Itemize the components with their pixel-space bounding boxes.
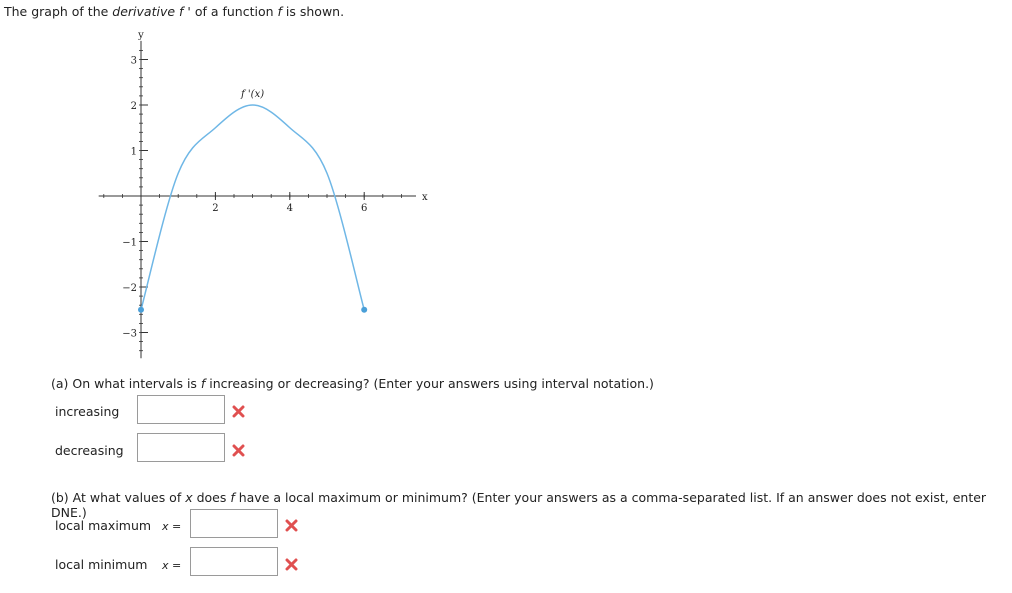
y-tick-label: 2: [130, 101, 137, 112]
y-axis-label: y: [138, 29, 144, 41]
curve-endpoint: [361, 307, 367, 313]
y-tick-label: −2: [122, 283, 137, 294]
increasing-label: increasing: [55, 404, 120, 419]
part-b-x: x: [185, 490, 193, 505]
x-axis-label: x: [422, 192, 428, 203]
decreasing-input[interactable]: [137, 433, 225, 462]
local-min-x-eq: x =: [162, 559, 182, 572]
x-tick-label: 2: [212, 203, 219, 214]
intro-derivative: derivative: [112, 4, 176, 19]
incorrect-x-icon: [285, 519, 298, 532]
part-b-middle: does: [192, 490, 231, 505]
intro-f: f: [277, 4, 282, 19]
local-max-input[interactable]: [190, 509, 278, 538]
y-tick-label: −3: [122, 328, 137, 340]
incorrect-x-icon: [232, 444, 245, 457]
y-tick-label: 3: [130, 55, 137, 67]
x-tick-label: 4: [286, 203, 293, 214]
part-a-f: f: [200, 376, 206, 391]
local-max-label: local maximum: [55, 518, 152, 533]
incorrect-x-icon: [285, 558, 298, 571]
local-min-label: local minimum: [55, 557, 148, 572]
part-b-suffix: have a local maximum or minimum? (Enter your answers as a comma-separated list. If an answer does not exist, enter DNE.): [51, 490, 987, 520]
part-a-suffix: increasing or decreasing? (Enter your answers using interval notation.): [205, 376, 654, 391]
part-b-prefix: (b) At what values of: [51, 490, 186, 505]
intro-prefix: The graph of the: [4, 4, 113, 19]
y-tick-label: 1: [130, 146, 137, 158]
intro-middle: of a function: [190, 4, 278, 19]
part-b-f: f: [230, 490, 235, 505]
local-max-x-eq: x =: [162, 520, 182, 533]
part-a-prefix: (a) On what intervals is: [51, 376, 201, 391]
local-min-input[interactable]: [190, 547, 278, 576]
derivative-curve: [141, 105, 364, 310]
decreasing-label: decreasing: [55, 443, 124, 458]
curve-label: f '(x): [241, 89, 265, 100]
increasing-input[interactable]: [137, 395, 225, 424]
part-a-question: [51, 376, 654, 391]
x-tick-label: 6: [361, 203, 368, 214]
curve-endpoint: [138, 307, 144, 313]
incorrect-x-icon: [232, 405, 245, 418]
intro-suffix: is shown.: [281, 4, 345, 19]
y-tick-label: −1: [122, 237, 137, 249]
intro-fprime: f ': [179, 4, 191, 19]
